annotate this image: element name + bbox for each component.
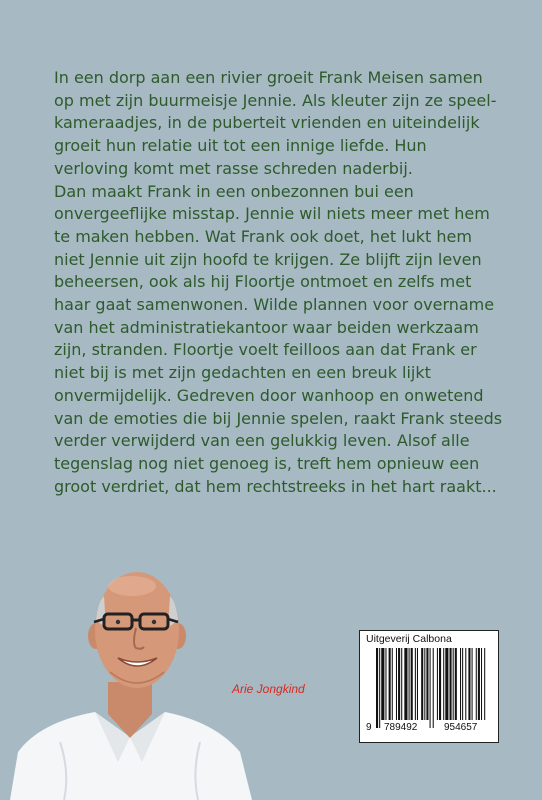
blurb-line: tegenslag nog niet genoeg is, treft hem opnieuw een <box>54 453 480 473</box>
barcode-bar <box>476 648 477 720</box>
barcode-bar <box>465 648 466 720</box>
isbn-barcode <box>359 630 499 743</box>
publisher-name: Uitgeverij Calbona <box>366 633 452 645</box>
barcode-bar <box>460 648 461 720</box>
blurb-line: haar gaat samenwonen. Wilde plannen voor overname <box>54 295 495 315</box>
blurb-line: onvergeeflijke misstap. Jennie wil niets meer met hem <box>54 204 490 224</box>
barcode-bar <box>455 648 457 720</box>
isbn-right-group: 954657 <box>444 722 478 733</box>
barcode-bar <box>411 648 413 720</box>
blurb-line: van de emoties die bij Jennie spelen, raakt Frank steeds <box>54 408 503 428</box>
isbn-left-group: 789492 <box>384 722 418 733</box>
barcode-bar <box>409 648 410 720</box>
barcode-bar <box>437 648 438 720</box>
barcode-bar <box>417 648 418 720</box>
blurb-line: verloving komt met rasse schreden naderbij. <box>54 158 413 178</box>
barcode-bar <box>453 648 454 720</box>
author-name: Arie Jongkind <box>232 682 305 696</box>
barcode-bar <box>481 648 482 720</box>
barcode-bar <box>392 648 393 720</box>
barcode-bar <box>389 648 391 720</box>
blurb-line: verder verwijderd van een gelukkig leven. Alsof alle <box>54 431 470 451</box>
blurb-text <box>54 67 504 498</box>
blurb-line: Dan maakt Frank in een onbezonnen bui een <box>54 181 414 201</box>
barcode-bar <box>415 648 416 720</box>
barcode-bar <box>430 648 431 728</box>
barcode-bar <box>396 648 397 720</box>
barcode-bar <box>468 648 470 720</box>
barcode-bar <box>385 648 386 720</box>
blurb-line: beheersen, ook als hij Floortje ontmoet en zelfs met <box>54 272 472 292</box>
blurb-line: groot verdriet, dat hem rechtstreeks in het hart raakt... <box>54 476 497 496</box>
blurb-line: In een dorp aan een rivier groeit Frank Meisen samen <box>54 68 483 87</box>
blurb-line: groeit hun relatie uit tot een innige liefde. Hun <box>54 136 427 156</box>
barcode-bar <box>424 648 425 720</box>
barcode-bar <box>445 648 448 720</box>
barcode-bar <box>484 648 485 720</box>
barcode-bar <box>381 648 384 720</box>
barcode-bar <box>398 648 400 720</box>
blurb-line: niet bij is met zijn gedachten en een breuk lijkt <box>54 363 431 383</box>
isbn-first-digit: 9 <box>366 722 372 733</box>
barcode-bar <box>472 648 473 720</box>
blurb-line: onvermijdelijk. Gedreven door wanhoop en onwetend <box>54 385 484 405</box>
blurb-line: op met zijn buurmeisje Jennie. Als kleuter zijn ze speel- <box>54 90 497 110</box>
blurb-line: te maken hebben. Wat Frank ook doet, het lukt hem <box>54 226 472 246</box>
barcode-bar <box>426 648 428 720</box>
author-portrait <box>0 562 260 800</box>
barcode-bar <box>439 648 441 720</box>
barcode-bar <box>443 648 444 720</box>
barcode-bar <box>433 648 434 728</box>
blurb-line: van het administratiekantoor waar beiden werkzaam <box>54 317 479 337</box>
barcode-bar <box>404 648 407 720</box>
blurb-line: kameraadjes, in de puberteit vrienden en uiteindelijk <box>54 113 480 133</box>
barcode-bar <box>401 648 402 720</box>
barcode-bars <box>360 631 500 744</box>
barcode-bar <box>450 648 452 720</box>
barcode-bar <box>462 648 463 720</box>
barcode-bar <box>376 648 378 728</box>
blurb-line: zijn, stranden. Floortje voelt feilloos aan dat Frank er <box>54 340 477 360</box>
barcode-bar <box>478 648 480 720</box>
blurb-line: niet Jennie uit zijn hoofd te krijgen. Ze blijft zijn leven <box>54 249 482 269</box>
barcode-bar <box>379 648 380 728</box>
barcode-bar <box>421 648 423 720</box>
